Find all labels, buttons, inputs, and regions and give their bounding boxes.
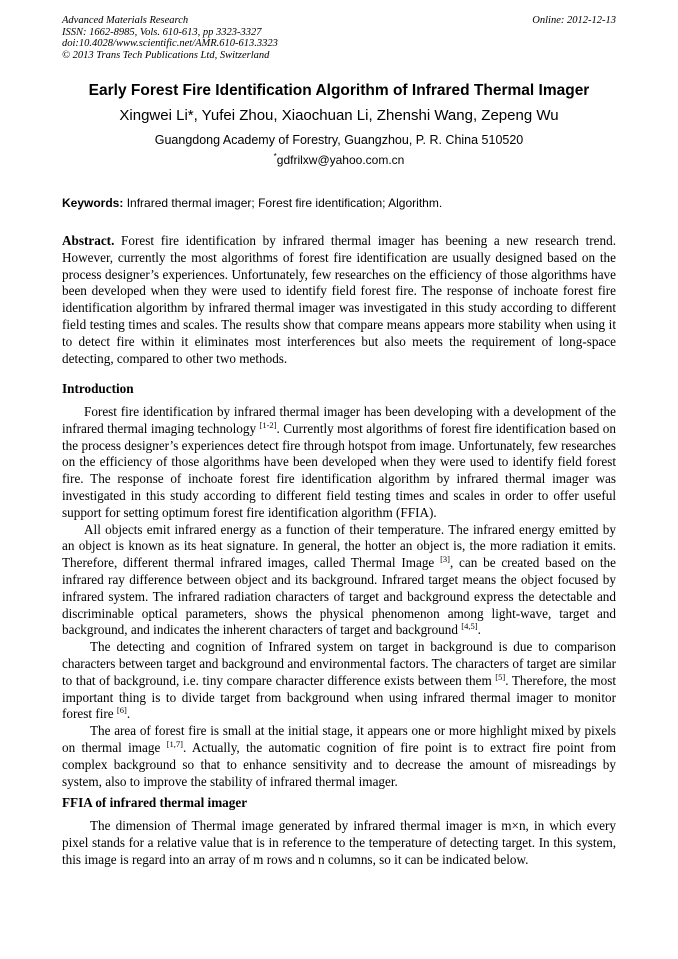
affiliation: Guangdong Academy of Forestry, Guangzhou, P. R. China 510520 (154, 133, 524, 147)
abstract (62, 233, 616, 367)
intro-paragraph-4 (62, 723, 616, 790)
text-run: . (126, 706, 131, 722)
paper-title: Early Forest Fire Identification Algorithm of Infrared Thermal Imager (88, 82, 590, 99)
text-run: . Therefore, the most important thing is to divide target from background when using infrared thermal imager to monitor forest fire (62, 672, 617, 722)
keywords (62, 196, 616, 210)
citation: [4,5] (461, 621, 478, 632)
intro-heading: Introduction (62, 381, 134, 396)
copyright-line: © 2013 Trans Tech Publications Ltd, Switzerland (62, 49, 270, 61)
intro-section (62, 404, 616, 790)
citation: [1-2] (259, 419, 277, 430)
abstract-text: Forest fire identification by infrared thermal imager has beening a new research trend. However, currently the most algorithms of forest fire identification are usually designed based on the process designer’s experiences. Unfortunately, few researches on the efficiency of those algorithms have been developed when they were used to identify field forest fire. The response of inchoate forest fire identification algorithm by infrared thermal imager was investigated in this study according to different field testing times and scales. The results show that compare means appears more stability when using it to detect fire within it eliminates most interferences but also meets the requirement of long-space detecting, compared to other two methods. (62, 233, 616, 366)
text-run: . Currently most algorithms of forest fire identification based on the process designer’s experiences detect fire through hotspot from image. Unfortunately, few researches on the efficiency of those algorithms have been developed when they were used to identify field forest fire. The response of inchoate forest fire identification algorithm by infrared thermal imager was investigated in this study according to different field testing times and scales in order to offer useful support for setting optimum forest fire identification algorithm (FFIA). (62, 420, 616, 520)
text-run: . Actually, the automatic cognition of fire point is to extract fire point from complex background so that to enhance sensitivity and to decrease the amount of misreadings by system, also to improve the stability of infrared thermal imager. (62, 739, 616, 789)
ffia-paragraph-1: The dimension of Thermal image generated by infrared thermal imager is m×n, in which every pixel stands for a relative value that is in reference to the temperature of detecting target. In this system, this image is regard into an array of m rows and n columns, so it can be indicated below. (62, 818, 616, 867)
email-marker: * (273, 152, 277, 161)
online-date: Online: 2012-12-13 (532, 15, 616, 26)
citation: [5] (495, 671, 506, 682)
text-run: All objects emit infrared energy as a function of their temperature. The infrared energy emitted by an object is known as its heat signature. In general, the hotter an object is, the more radiation it emits. Therefore, different thermal infrared images, called Thermal Image (62, 521, 616, 571)
doi-line: doi:10.4028/www.scientific.net/AMR.610-613.3323 (62, 38, 278, 49)
text-run: The detecting and cognition of Infrared system on target in background is due to comparison characters between target and background and environmental factors. The characters of target are similar to that of background, i.e. tiny compare character difference exists between them (62, 639, 616, 688)
keywords-text: Infrared thermal imager; Forest fire identification; Algorithm. (123, 196, 443, 210)
text-run: The area of forest fire is small at the initial stage, it appears one or more highlight mixed by pixels on thermal image (62, 723, 616, 755)
author-list: Xingwei Li*, Yufei Zhou, Xiaochuan Li, Zhenshi Wang, Zepeng Wu (119, 107, 559, 124)
email-address: gdfrilxw@yahoo.com.cn (276, 153, 405, 167)
text-run: Forest fire identification by infrared thermal imager has been developing with a development of the infrared thermal imaging technology (62, 404, 616, 436)
citation: [3] (440, 554, 450, 565)
citation: [1,7] (166, 738, 183, 749)
intro-paragraph-1 (62, 404, 616, 522)
issn-line: ISSN: 1662-8985, Vols. 610-613, pp 3323-3327 (62, 26, 262, 38)
text-run: . (477, 622, 481, 638)
journal-header (62, 15, 616, 61)
journal-name: Advanced Materials Research (62, 15, 189, 26)
abstract-label: Abstract. (62, 233, 115, 248)
intro-paragraph-2 (62, 522, 616, 640)
author-email (62, 152, 616, 167)
ffia-heading: FFIA of infrared thermal imager (62, 795, 248, 810)
intro-paragraph-3 (62, 639, 616, 723)
citation: [6] (116, 705, 127, 716)
keywords-label: Keywords: (62, 196, 124, 210)
text-run: , can be created based on the infrared ray difference between object and its background. Infrared target means the object focused by infrared system. The infrared radiation characters of target and background express the detectable and discriminable optical parameters, shows the physical phenomenon among light-wave, target and background, and indicates the inherent characters of target and background (62, 555, 616, 638)
